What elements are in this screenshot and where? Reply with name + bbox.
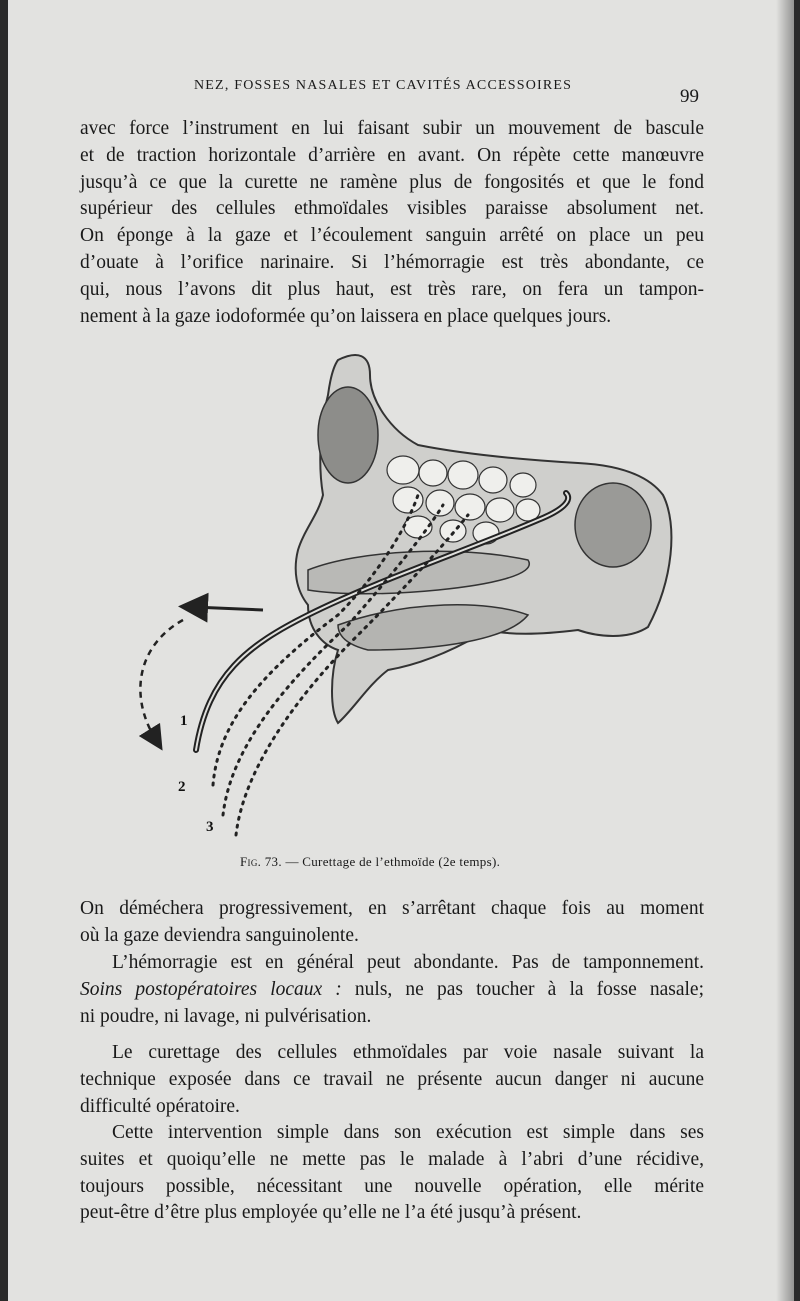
figure-caption xyxy=(240,854,500,870)
paragraph-curettage xyxy=(80,1040,704,1120)
text-line: Cette intervention simple dans son exécution est simple dans ses xyxy=(112,1122,704,1143)
bascule-arrow-curve xyxy=(140,620,183,740)
text-line: On déméchera progressivement, en s’arrêtant chaque fois au moment xyxy=(80,898,704,919)
text-line: supérieur des cellules ethmoïdales visibles paraisse absolument net. xyxy=(80,198,704,220)
text-line: où la gaze deviendra sanguinolente. xyxy=(80,924,359,946)
top-paragraph xyxy=(80,116,704,330)
paragraph-hemorrhage xyxy=(80,950,704,1030)
ethmoid-curettage-illustration xyxy=(108,345,708,845)
text-line: nement à la gaze iodoformée qu’on laissera en place quelques jours. xyxy=(80,305,612,327)
text-line: suites et quoiqu’elle ne mette pas le malade à l’abri d’une récidive, xyxy=(80,1148,704,1170)
text-line: avec force l’instrument en lui faisant subir un mouvement de bascule xyxy=(80,118,704,139)
text-line: L’hémorragie est en général peut abondante. Pas de tamponnement. xyxy=(112,952,704,973)
text-line xyxy=(80,977,704,1004)
text-line: peut-être d’être plus employée qu’elle ne l’a été jusqu’à présent. xyxy=(80,1202,582,1224)
orbit-cavity xyxy=(318,387,378,483)
text-line: qui, nous l’avons dit plus haut, est très rare, on fera un tampon- xyxy=(80,278,704,300)
text-line: technique exposée dans ce travail ne présente aucun danger ni aucune xyxy=(80,1068,704,1090)
figure-label-1: 1 xyxy=(180,713,188,729)
figure-caption-text: — Curettage de l’ethmoïde (2e temps). xyxy=(281,854,501,869)
paragraph-intervention xyxy=(80,1120,704,1227)
text-line: d’ouate à l’orifice narinaire. Si l’hémorragie est très abondante, ce xyxy=(80,251,704,273)
text-line: toujours possible, nécessitant une nouvelle opération, elle mérite xyxy=(80,1175,704,1197)
paragraph-demechage xyxy=(80,896,704,950)
text-line: et de traction horizontale d’arrière en avant. On répète cette manœuvre xyxy=(80,144,704,166)
page-number: 99 xyxy=(680,86,699,107)
text-fragment: nuls, ne pas toucher à la fosse nasale; xyxy=(341,978,704,1000)
text-line: Le curettage des cellules ethmoïdales par voie nasale suivant la xyxy=(112,1042,704,1063)
text-line: ni poudre, ni lavage, ni pulvérisation. xyxy=(80,1005,372,1027)
figure-label-3: 3 xyxy=(206,819,214,835)
italic-heading: Soins postopératoires locaux : xyxy=(80,978,342,1000)
figure-number: Fig. 73. xyxy=(240,854,282,869)
book-page xyxy=(8,0,794,1301)
sphenoid-sinus xyxy=(575,483,651,567)
text-line: difficulté opératoire. xyxy=(80,1095,240,1117)
figure-label-2: 2 xyxy=(178,779,186,795)
text-line: jusqu’à ce que la curette ne ramène plus de fongosités et que le fond xyxy=(80,171,704,193)
running-head: NEZ, FOSSES NASALES ET CAVITÉS ACCESSOIRES xyxy=(194,78,573,93)
bascule-arrow-top xyxy=(193,607,263,610)
text-line: On éponge à la gaze et l’écoulement sanguin arrêté on place un peu xyxy=(80,225,704,247)
